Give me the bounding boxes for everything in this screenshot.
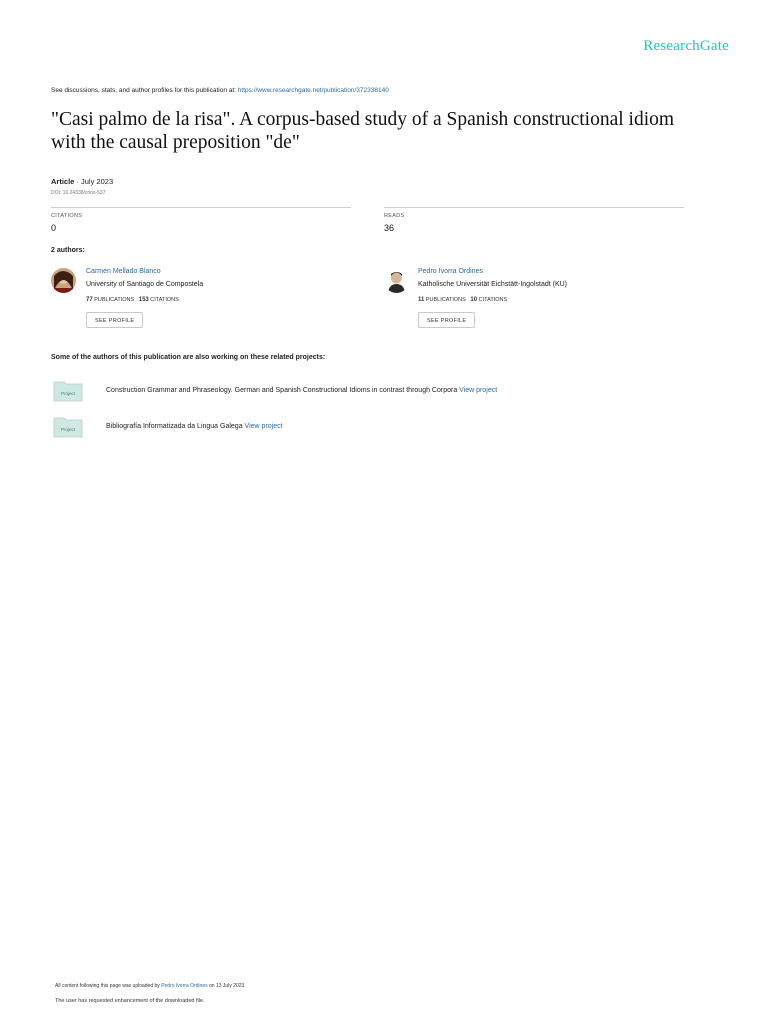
author-publications-count: 77 — [86, 297, 93, 303]
reads-value: 36 — [384, 223, 395, 233]
project-title: Construction Grammar and Phraseology. German and Spanish Constructional Idioms in contrast through Corpora — [106, 387, 458, 394]
divider-citations — [51, 207, 351, 208]
authors-heading: 2 authors: — [51, 247, 85, 254]
upload-note-prefix: All content following this page was uploaded by — [55, 983, 162, 989]
author-publications-count: 11 — [418, 297, 425, 303]
author-publications-label: PUBLICATIONS — [94, 297, 135, 303]
reads-label: READS — [384, 213, 405, 219]
author-affiliation: Katholische Universität Eichstätt-Ingolstadt (KU) — [418, 281, 568, 288]
publication-meta — [51, 177, 113, 186]
publication-date: · July 2023 — [74, 177, 114, 186]
upload-note-suffix: on 13 July 2023. — [207, 983, 246, 989]
view-project-link[interactable]: View project — [244, 423, 283, 430]
publication-title: "Casi palmo de la risa". A corpus-based study of a Spanish constructional idiom with the causal preposition "de" — [51, 109, 675, 153]
see-profile-button[interactable]: SEE PROFILE — [86, 312, 143, 328]
citations-label: CITATIONS — [51, 213, 83, 219]
citations-value: 0 — [51, 223, 57, 233]
upload-note — [55, 983, 246, 989]
project-title: Bibliografía Informatizada da Lingua Galega — [106, 423, 243, 430]
author-name-link[interactable]: Pedro Ivorra Ordines — [418, 268, 483, 275]
project-item — [106, 387, 497, 394]
publication-link[interactable]: https://www.researchgate.net/publication/372338140 — [237, 87, 389, 94]
author-avatar[interactable] — [384, 268, 409, 293]
top-note-text: See discussions, stats, and author profiles for this publication at: — [51, 87, 238, 94]
uploader-link[interactable]: Pedro Ivorra Ordines — [161, 983, 208, 989]
project-folder-icon — [53, 416, 83, 438]
view-project-link[interactable]: View project — [459, 387, 498, 394]
author-citations-label: CITATIONS — [478, 297, 508, 303]
author-avatar[interactable] — [51, 268, 76, 293]
researchgate-logo[interactable]: ResearchGate — [643, 38, 729, 54]
publication-doi: DOI: 10.24338/cons-537 — [51, 190, 106, 196]
author-citations-count: 153 — [138, 297, 149, 303]
avatar-image — [384, 268, 409, 293]
author-stats — [418, 297, 507, 303]
author-stats — [86, 297, 179, 303]
enhancement-note: The user has requested enhancement of the downloaded file. — [55, 998, 205, 1004]
publication-type: Article — [51, 177, 75, 186]
author-citations-label: CITATIONS — [150, 297, 179, 303]
avatar-image — [51, 268, 76, 293]
author-affiliation: University of Santiago de Compostela — [86, 281, 204, 288]
project-icon-label: Project — [60, 427, 76, 432]
project-item — [106, 423, 283, 430]
related-projects-heading: Some of the authors of this publication are also working on these related projects: — [51, 354, 326, 361]
project-icon-label: Project — [60, 391, 76, 396]
project-folder-icon — [53, 380, 83, 402]
author-citations-count: 10 — [470, 297, 478, 303]
top-note — [51, 87, 389, 94]
author-name-link[interactable]: Carmen Mellado Blanco — [86, 268, 161, 275]
author-publications-label: PUBLICATIONS — [425, 297, 466, 303]
see-profile-button[interactable]: SEE PROFILE — [418, 312, 475, 328]
divider-reads — [384, 207, 684, 208]
